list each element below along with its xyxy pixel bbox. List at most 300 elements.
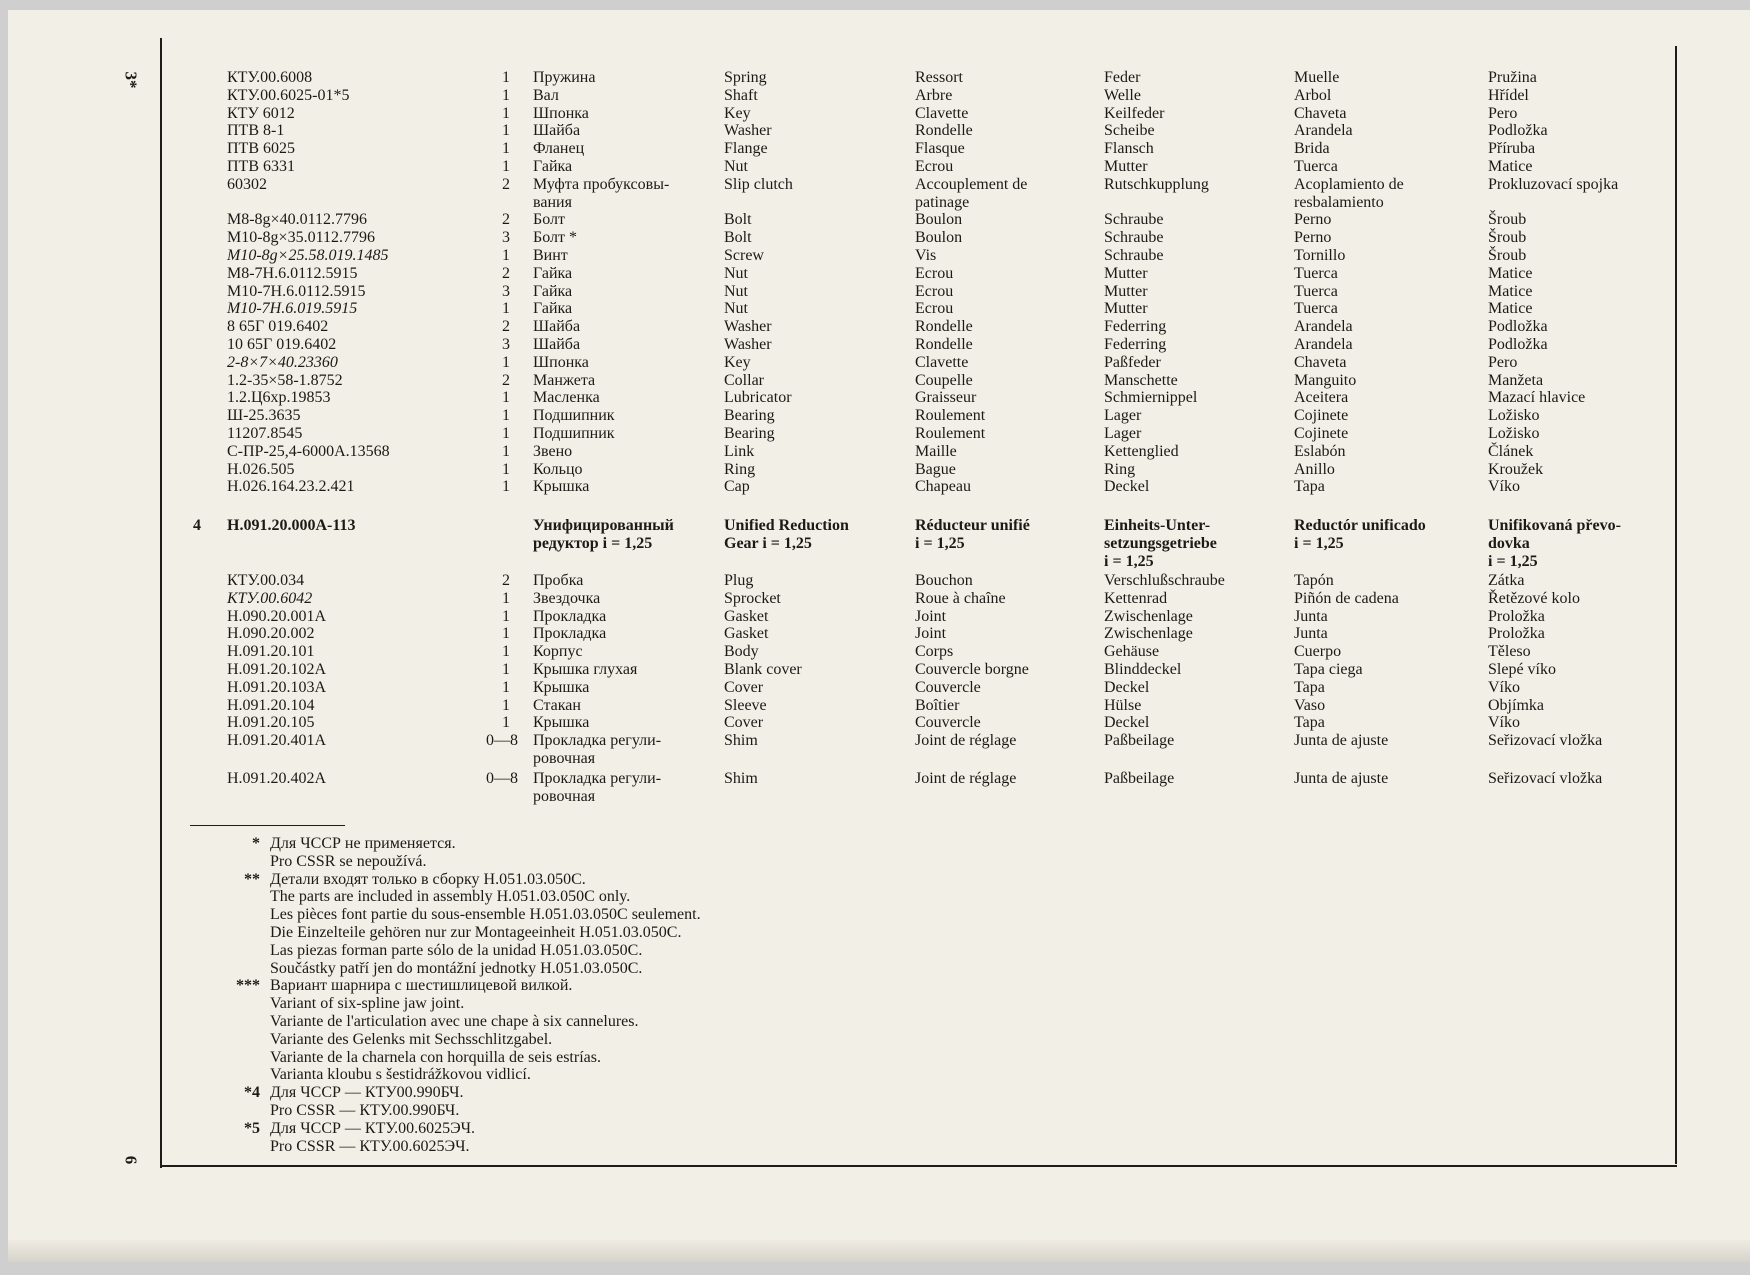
part-qty: 2 — [502, 318, 510, 336]
name-ru-cont: ровочная — [533, 787, 596, 805]
name-es: Junta — [1294, 625, 1328, 643]
part-qty: 1 — [502, 407, 510, 425]
name-cs: Podložka — [1488, 122, 1548, 140]
name-ru: Звено — [533, 442, 573, 460]
name-ru: Шпонка — [533, 104, 589, 122]
part-code: Н.091.20.401А — [227, 732, 327, 750]
name-ru: Стакан — [533, 696, 581, 714]
name-es: Arandela — [1294, 122, 1353, 140]
footnote-line: Вариант шарнира с шестишлицевой вилкой. — [270, 977, 573, 995]
name-de: Deckel — [1104, 678, 1150, 696]
part-code: Н.026.505 — [227, 460, 295, 478]
name-fr: Ressort — [915, 69, 963, 86]
name-de: Scheibe — [1104, 122, 1155, 140]
name-ru: Крышка — [533, 478, 590, 496]
name-fr: Ecrou — [915, 282, 954, 300]
part-code: 11207.8545 — [227, 425, 303, 442]
part-code: КТУ.00.6008 — [227, 69, 313, 86]
name-cs: Matice — [1488, 300, 1533, 318]
name-fr: Arbre — [915, 86, 953, 104]
name-de: Deckel — [1104, 714, 1150, 732]
name-fr: Vis — [915, 247, 937, 264]
part-qty: 1 — [502, 714, 510, 732]
part-code: 1.2.Ц6хр.19853 — [227, 389, 331, 407]
name-es: Junta de ajuste — [1294, 732, 1389, 750]
name-en: Nut — [724, 282, 748, 300]
part-code: КТУ 6012 — [227, 104, 295, 122]
footnote-line: Les pièces font partie du sous-ensemble H.051.03.050C seulement. — [270, 906, 701, 924]
footnote-line: Varianta kloubu s šestidrážkovou vidlicí. — [270, 1066, 531, 1084]
name-en: Gasket — [724, 625, 769, 643]
name-cs: Šroub — [1488, 247, 1527, 264]
name-fr: Réducteur unifié — [915, 517, 1030, 534]
part-code: Н.091.20.102А — [227, 661, 327, 678]
name-en: Flange — [724, 140, 768, 158]
name-de: Gehäuse — [1104, 643, 1160, 661]
section-number: 4 — [193, 517, 201, 534]
name-de: Feder — [1104, 69, 1141, 86]
name-cs: Proložka — [1488, 625, 1545, 643]
name-fr: Accouplement de — [915, 175, 1028, 193]
part-qty: 1 — [502, 140, 510, 158]
name-cs: Proložka — [1488, 607, 1545, 625]
part-qty: 1 — [502, 607, 510, 625]
name-es: Reductór unificado — [1294, 517, 1426, 534]
footnote-line: Variant of six-spline jaw joint. — [270, 995, 465, 1013]
name-es: Arbol — [1294, 86, 1332, 104]
name-cs: Víko — [1488, 714, 1520, 732]
part-code: КТУ.00.6025-01*5 — [227, 86, 350, 104]
name-de-ratio: i = 1,25 — [1104, 552, 1154, 570]
name-en: Plug — [724, 572, 754, 589]
name-es: Junta de ajuste — [1294, 769, 1389, 787]
part-qty: 1 — [502, 678, 510, 696]
name-ru: Подшипник — [533, 407, 615, 425]
footnote-line: Variante de l'articulation avec une chape à six cannelures. — [270, 1012, 639, 1030]
name-de: Mutter — [1104, 300, 1148, 318]
name-es: Brida — [1294, 140, 1330, 158]
name-fr: Roulement — [915, 407, 986, 425]
name-cs: Pero — [1488, 353, 1518, 371]
name-fr: Maille — [915, 442, 957, 460]
name-en: Blank cover — [724, 661, 802, 678]
part-qty: 1 — [502, 353, 510, 371]
part-code: 10 65Г 019.6402 — [227, 336, 337, 353]
footnote-line: Для ЧССР — КТУ.00.6025ЭЧ. — [270, 1119, 476, 1137]
name-es-cont: i = 1,25 — [1294, 534, 1344, 552]
name-es: Chaveta — [1294, 353, 1347, 371]
footnote-line: Variante de la charnela con horquilla de seis estrías. — [270, 1048, 601, 1066]
part-qty: 0—8 — [486, 769, 518, 787]
name-en: Shaft — [724, 86, 758, 104]
part-qty: 3 — [502, 336, 510, 353]
footnote-line: Pro CSSR — КТУ.00.6025ЭЧ. — [270, 1137, 470, 1155]
name-ru: Манжета — [533, 371, 596, 389]
name-en: Link — [724, 442, 755, 460]
name-cs: Ložisko — [1488, 407, 1540, 425]
part-code: 8 65Г 019.6402 — [227, 318, 329, 336]
name-ru: Болт * — [533, 229, 577, 247]
part-code: 60302 — [227, 175, 267, 193]
part-qty: 1 — [502, 696, 510, 714]
name-cs: Seřizovací vložka — [1488, 732, 1603, 750]
name-cs: Pero — [1488, 104, 1518, 122]
name-de: Lager — [1104, 407, 1142, 425]
name-en: Key — [724, 104, 751, 122]
name-fr: Chapeau — [915, 478, 971, 496]
part-code: ПТВ 6025 — [227, 140, 295, 158]
name-fr: Coupelle — [915, 371, 973, 389]
name-es: Tapa — [1294, 478, 1325, 496]
page-number: 6 — [121, 1155, 141, 1165]
name-es: Arandela — [1294, 318, 1353, 336]
name-cs-cont: dovka — [1488, 534, 1530, 552]
bottom-rule — [162, 1165, 1677, 1167]
name-de: Ring — [1104, 460, 1136, 478]
part-code: КТУ.00.6042 — [227, 589, 313, 607]
name-fr: Boulon — [915, 211, 963, 229]
name-cs: Šroub — [1488, 229, 1527, 247]
part-qty: 0—8 — [486, 732, 518, 750]
name-ru: Кольцо — [533, 460, 583, 478]
part-code: М10-8g×25.58.019.1485 — [227, 247, 389, 264]
page-edge-shadow — [8, 1240, 1750, 1262]
name-de: Welle — [1104, 86, 1141, 104]
name-en: Nut — [724, 264, 748, 282]
name-cs: Těleso — [1488, 643, 1531, 661]
name-fr: Joint — [915, 625, 947, 643]
name-ru: Пружина — [533, 69, 596, 86]
name-fr: Couvercle — [915, 678, 981, 696]
part-code: М10-7Н.6.0112.5915 — [227, 282, 366, 300]
name-es: Tapa — [1294, 678, 1325, 696]
name-en: Spring — [724, 69, 767, 86]
part-qty: 1 — [502, 158, 510, 175]
name-cs: Manžeta — [1488, 371, 1544, 389]
name-en: Bolt — [724, 229, 752, 247]
name-en: Washer — [724, 318, 772, 336]
name-fr: Joint de réglage — [915, 769, 1017, 787]
name-cs: Slepé víko — [1488, 661, 1556, 678]
name-cs-ratio: i = 1,25 — [1488, 552, 1538, 570]
name-es: Piñón de cadena — [1294, 589, 1399, 607]
name-cs: Objímka — [1488, 696, 1544, 714]
name-en: Slip clutch — [724, 175, 793, 193]
name-cs: Prokluzovací spojka — [1488, 175, 1619, 193]
name-ru: Звездочка — [533, 589, 601, 607]
name-es: Tuerca — [1294, 264, 1338, 282]
part-qty: 1 — [502, 104, 510, 122]
name-ru: Шайба — [533, 122, 581, 140]
part-qty: 2 — [502, 211, 510, 229]
footnote-line: Для ЧССР не применяется. — [270, 835, 456, 852]
part-qty: 1 — [502, 86, 510, 104]
name-de: Schraube — [1104, 247, 1164, 264]
name-ru: Гайка — [533, 158, 573, 175]
name-fr: Rondelle — [915, 318, 973, 336]
name-ru: Болт — [533, 211, 565, 229]
name-es: Junta — [1294, 607, 1328, 625]
name-de: Kettenglied — [1104, 442, 1179, 460]
name-es: Tapa ciega — [1294, 661, 1363, 678]
part-code: М10-8g×35.0112.7796 — [227, 229, 375, 247]
name-fr: Ecrou — [915, 300, 954, 318]
name-de: Paßbeilage — [1104, 732, 1175, 750]
name-en: Cover — [724, 678, 764, 696]
name-en: Lubricator — [724, 389, 792, 407]
name-ru: Шайба — [533, 336, 581, 353]
name-es: Cuerpo — [1294, 643, 1342, 661]
name-de: Flansch — [1104, 140, 1154, 158]
name-en: Sprocket — [724, 589, 781, 607]
name-en: Bearing — [724, 407, 775, 425]
footnote-mark: * — [252, 835, 260, 852]
name-fr: Ecrou — [915, 158, 954, 175]
part-code: 1.2-35×58-1.8752 — [227, 371, 343, 389]
name-ru: Крышка глухая — [533, 661, 638, 678]
name-cs: Ložisko — [1488, 425, 1540, 442]
name-fr: Clavette — [915, 353, 969, 371]
name-ru: Прокладка регули- — [533, 769, 662, 787]
name-en: Gasket — [724, 607, 769, 625]
name-cs: Víko — [1488, 678, 1520, 696]
footnote-rule — [190, 825, 345, 826]
name-de: Federring — [1104, 318, 1167, 336]
name-fr: Ecrou — [915, 264, 954, 282]
name-cs: Víko — [1488, 478, 1520, 496]
part-qty: 2 — [502, 371, 510, 389]
name-de: Einheits-Unter- — [1104, 517, 1211, 534]
name-ru: Прокладка — [533, 625, 607, 643]
name-es: Tuerca — [1294, 158, 1338, 175]
name-cs: Matice — [1488, 158, 1533, 175]
name-en-cont: Gear i = 1,25 — [724, 534, 812, 552]
name-en: Washer — [724, 122, 772, 140]
name-de: Schraube — [1104, 211, 1164, 229]
footnote-line: Pro CSSR — КТУ.00.990БЧ. — [270, 1101, 460, 1119]
part-qty: 1 — [502, 425, 510, 442]
footnote-line: Součástky patří jen do montážní jednotky H.051.03.050C. — [270, 959, 643, 977]
name-en: Bolt — [724, 211, 752, 229]
name-en: Nut — [724, 300, 748, 318]
name-de: Blinddeckel — [1104, 661, 1182, 678]
part-qty: 1 — [502, 625, 510, 643]
name-ru-cont: ровочная — [533, 749, 596, 767]
name-fr-cont: i = 1,25 — [915, 534, 965, 552]
part-qty: 2 — [502, 264, 510, 282]
name-fr: Joint de réglage — [915, 732, 1017, 750]
name-de: Schraube — [1104, 229, 1164, 247]
name-de: Schmiernippel — [1104, 389, 1198, 407]
name-en: Sleeve — [724, 696, 767, 714]
name-ru: Гайка — [533, 282, 573, 300]
name-cs: Seřizovací vložka — [1488, 769, 1603, 787]
name-cs: Zátka — [1488, 572, 1525, 589]
name-fr: Bouchon — [915, 572, 973, 589]
name-de: Federring — [1104, 336, 1167, 353]
name-ru: Гайка — [533, 264, 573, 282]
part-code: М8-7Н.6.0112.5915 — [227, 264, 358, 282]
part-code: ПТВ 8-1 — [227, 122, 285, 140]
name-cs: Pružina — [1488, 69, 1537, 86]
name-es: Perno — [1294, 211, 1332, 229]
part-qty: 3 — [502, 229, 510, 247]
name-es: Acoplamiento de — [1294, 175, 1404, 193]
footnote-line: Die Einzelteile gehören nur zur Montageeinheit H.051.03.050C. — [270, 923, 682, 941]
name-es: Aceitera — [1294, 389, 1349, 407]
name-ru: Крышка — [533, 714, 590, 732]
part-code: ПТВ 6331 — [227, 158, 295, 175]
right-rule — [1675, 46, 1677, 1164]
footnote-line: Pro CSSR se nepoužívá. — [270, 852, 427, 870]
part-code: Н.090.20.002 — [227, 625, 315, 643]
name-cs: Hřídel — [1488, 86, 1529, 104]
name-es: Anillo — [1294, 460, 1335, 478]
name-ru: Крышка — [533, 678, 590, 696]
left-rule — [160, 38, 162, 1168]
name-de: Rutschkupplung — [1104, 175, 1209, 193]
footnote-line: Las piezas forman parte sólo de la unidad H.051.03.050C. — [270, 941, 643, 959]
part-code: С-ПР-25,4-6000А.13568 — [227, 442, 390, 460]
part-qty: 1 — [502, 69, 510, 86]
name-ru: Шайба — [533, 318, 581, 336]
part-code: Н.091.20.104 — [227, 696, 315, 714]
name-es: Muelle — [1294, 69, 1340, 86]
name-en: Shim — [724, 732, 758, 750]
footnote-mark: *** — [236, 977, 260, 995]
name-de: Zwischenlage — [1104, 607, 1193, 625]
footnote-line: Детали входят только в сборку Н.051.03.050С. — [270, 870, 586, 888]
name-es: Arandela — [1294, 336, 1353, 353]
name-en: Nut — [724, 158, 748, 175]
part-qty: 1 — [502, 478, 510, 496]
footnote-line: Для ЧССР — КТУ00.990БЧ. — [270, 1084, 464, 1102]
name-de: Mutter — [1104, 158, 1148, 175]
name-en: Bearing — [724, 425, 775, 442]
name-ru-cont: редуктор i = 1,25 — [533, 534, 653, 552]
name-ru: Муфта пробуксовы- — [533, 175, 670, 193]
part-code: М8-8g×40.0112.7796 — [227, 211, 367, 229]
name-de: Mutter — [1104, 282, 1148, 300]
name-es: Eslabón — [1294, 442, 1346, 460]
name-ru: Унифицированный — [533, 517, 674, 534]
name-ru: Гайка — [533, 300, 573, 318]
name-fr: Couvercle borgne — [915, 661, 1029, 678]
name-de-cont: setzungsgetriebe — [1104, 534, 1217, 552]
margin-signature: 3* — [121, 71, 141, 89]
name-cs: Matice — [1488, 264, 1533, 282]
name-cs: Kroužek — [1488, 460, 1544, 478]
part-qty: 3 — [502, 282, 510, 300]
name-de: Mutter — [1104, 264, 1148, 282]
name-fr: Bague — [915, 460, 956, 478]
name-cs: Šroub — [1488, 211, 1527, 229]
name-es: Tapa — [1294, 714, 1325, 732]
footnote-mark: *5 — [244, 1119, 260, 1137]
name-de: Paßbeilage — [1104, 769, 1175, 787]
name-en: Key — [724, 353, 751, 371]
name-es: Tapón — [1294, 572, 1334, 589]
name-ru: Винт — [533, 247, 568, 264]
part-code: Н.091.20.105 — [227, 714, 315, 732]
name-ru: Прокладка — [533, 607, 607, 625]
name-es: Tornillo — [1294, 247, 1346, 264]
part-qty: 1 — [502, 122, 510, 140]
name-cs: Matice — [1488, 282, 1533, 300]
part-code: Н.091.20.402А — [227, 769, 327, 787]
name-fr: Clavette — [915, 104, 969, 122]
name-de: Paßfeder — [1104, 353, 1161, 371]
footnote-line: Variante des Gelenks mit Sechsschlitzgabel. — [270, 1030, 553, 1048]
name-en: Cover — [724, 714, 764, 732]
name-es-cont: resbalamiento — [1294, 193, 1384, 211]
name-en: Shim — [724, 769, 758, 787]
name-es: Chaveta — [1294, 104, 1347, 122]
name-de: Hülse — [1104, 696, 1142, 714]
name-cs: Článek — [1488, 442, 1534, 460]
name-es: Vaso — [1294, 696, 1326, 714]
name-fr: Flasque — [915, 140, 965, 158]
name-en: Collar — [724, 371, 764, 389]
name-es: Manguito — [1294, 371, 1357, 389]
name-en: Unified Reduction — [724, 517, 849, 534]
name-es: Cojinete — [1294, 407, 1349, 425]
part-qty: 1 — [502, 460, 510, 478]
part-qty: 1 — [502, 442, 510, 460]
part-code: Ш-25.3635 — [227, 407, 301, 425]
name-fr: Roulement — [915, 425, 986, 442]
name-cs: Příruba — [1488, 140, 1536, 158]
name-es: Tuerca — [1294, 300, 1338, 318]
name-fr: Rondelle — [915, 336, 973, 353]
assembly-code: Н.091.20.000А-113 — [227, 517, 356, 534]
part-code: Н.026.164.23.2.421 — [227, 478, 355, 496]
footnote-mark: *4 — [244, 1084, 260, 1102]
name-fr: Boîtier — [915, 696, 960, 714]
name-ru: Фланец — [533, 140, 585, 158]
name-es: Perno — [1294, 229, 1332, 247]
name-ru: Шпонка — [533, 353, 589, 371]
name-es: Tuerca — [1294, 282, 1338, 300]
name-ru: Подшипник — [533, 425, 615, 442]
name-ru: Прокладка регули- — [533, 732, 662, 750]
name-de: Keilfeder — [1104, 104, 1165, 122]
name-en: Washer — [724, 336, 772, 353]
name-fr: Joint — [915, 607, 947, 625]
name-fr: Couvercle — [915, 714, 981, 732]
footnote-line: The parts are included in assembly H.051.03.050C only. — [270, 888, 631, 906]
name-ru: Вал — [533, 86, 559, 104]
name-de: Verschlußschraube — [1104, 572, 1225, 589]
part-qty: 1 — [502, 300, 510, 318]
name-cs: Podložka — [1488, 318, 1548, 336]
part-qty: 1 — [502, 389, 510, 407]
name-fr: Rondelle — [915, 122, 973, 140]
part-qty: 1 — [502, 589, 510, 607]
part-code: Н.091.20.101 — [227, 643, 315, 661]
name-fr: Graisseur — [915, 389, 977, 407]
part-code: М10-7Н.6.019.5915 — [227, 300, 358, 318]
name-ru-cont: вания — [533, 193, 572, 211]
name-de: Deckel — [1104, 478, 1150, 496]
part-qty: 1 — [502, 247, 510, 264]
name-ru: Масленка — [533, 389, 600, 407]
name-es: Cojinete — [1294, 425, 1349, 442]
name-en: Screw — [724, 247, 764, 264]
part-code: Н.090.20.001А — [227, 607, 327, 625]
name-en: Ring — [724, 460, 756, 478]
name-cs: Řetězové kolo — [1488, 589, 1580, 607]
